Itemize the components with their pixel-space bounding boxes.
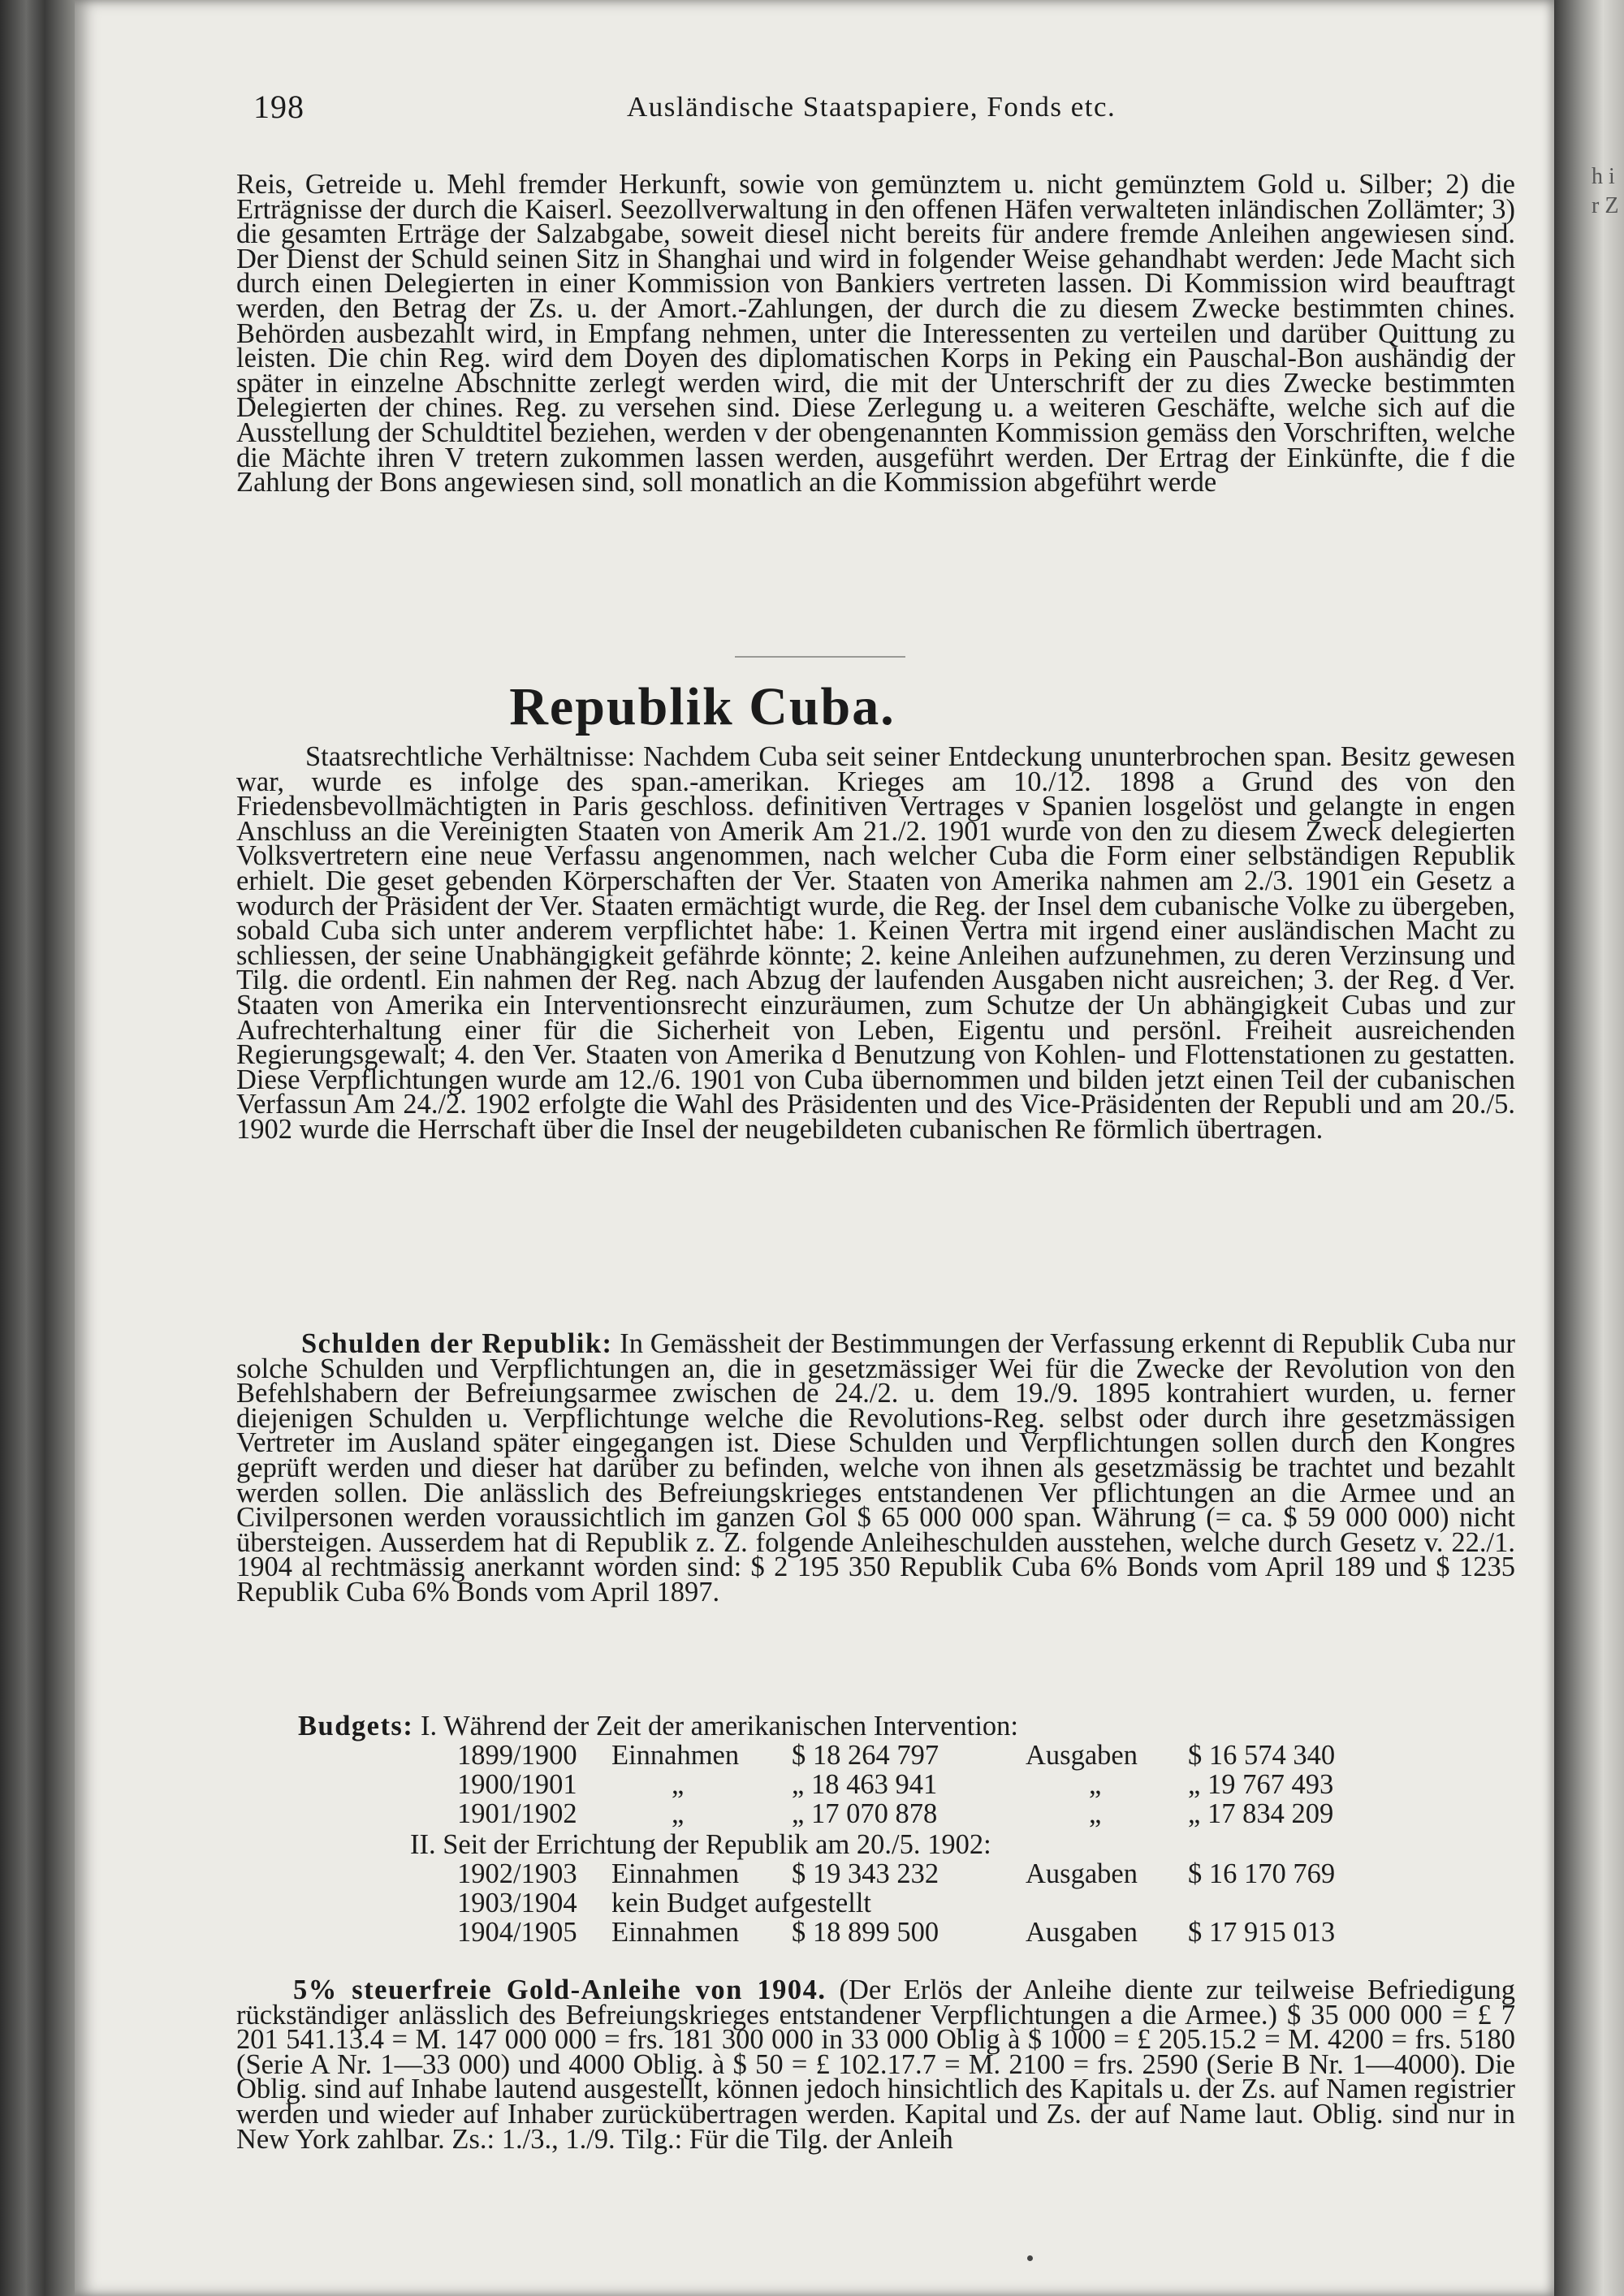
budget-income-label: Einnahmen xyxy=(611,1858,740,1889)
budget-expense-value: „ 17 834 209 xyxy=(1188,1798,1334,1829)
budget-income-value: $ 18 899 500 xyxy=(792,1917,939,1948)
staatsrecht-paragraph: Staatsrechtliche Verhältnisse: Nachdem Cuba seit seiner Entdeckung ununterbrochen span. Besitz gewesen war, wurde es infolge des span.-amerikan. Krieges am 10./12. 1898 a Grund des von den Friedensbevollmächtigten in Paris geschloss. definitiven Vertrages v Spanien losgelöst und gelangte in engen Anschluss an die Vereinigten Staaten von Amerik Am 21./2. 1901 wurde von den zu diesem Zweck delegierten Volksvertretern eine neue Verfassu angenommen, nach welcher Cuba die Form einer selbständigen Republik erhielt. Die geset gebenden Körperschaften der Ver. Staaten von Amerika nahmen am 2./3. 1901 ein Gesetz a wodurch der Präsident der Ver. Staaten ermächtigt wurde, die Reg. der Insel dem cubanische Volke zu übergeben, sobald Cuba sich unter anderem verpflichtet habe: 1. Keinen Vertra mit irgend einer ausländischen Macht zu schliessen, der seine Unabhängigkeit gefährde könnte; 2. keine Anleihen aufzunehmen, zu deren Verzinsung und Tilg. die ordentl. Ein nahmen der Reg. nach Abzug der laufenden Ausgaben nicht ausreichen; 3. der Reg. d Ver. Staaten von Amerika ein Interventionsrecht einzuräumen, zum Schutze der Un abhängigkeit Cubas und zur Aufrechterhaltung einer für die Sicherheit von Leben, Eigentu und persönl. Freiheit ausreichenden Regierungsgewalt; 4. den Ver. Staaten von Amerika d Benutzung von Kohlen- und Flottenstationen zu gestatten. Diese Verpflichtungen wurde am 12./6. 1901 von Cuba übernommen und bilden jetzt einen Teil der cubanischen Verfassun Am 24./2. 1902 erfolgte die Wahl des Präsidenten und des Vice-Präsidenten der Republi und am 20./5. 1902 wurde die Herrschaft über die Insel der neugebildeten cubanischen Re förmlich übertragen. xyxy=(236,741,1515,1145)
budget-expense-label: Ausgaben xyxy=(1026,1740,1138,1771)
budget-income-label: „ xyxy=(672,1769,685,1800)
budget-income-value: $ 19 343 232 xyxy=(792,1858,939,1889)
budget-expense-value: $ 17 915 013 xyxy=(1188,1917,1336,1948)
schulden-lead: Schulden der Republik: xyxy=(301,1328,613,1359)
budget-income-label: Einnahmen xyxy=(611,1740,740,1771)
budget-expense-value: $ 16 170 769 xyxy=(1188,1858,1336,1889)
budget-year: 1904/1905 xyxy=(457,1917,577,1948)
budget-income-value: „ 18 463 941 xyxy=(792,1769,938,1800)
budget-year: 1902/1903 xyxy=(457,1858,577,1889)
budget-income-value: „ 17 070 878 xyxy=(792,1798,938,1829)
budgets-heading-2: II. Seit der Errichtung der Republik am 20./5. 1902: xyxy=(410,1829,991,1860)
budget-expense-value: $ 16 574 340 xyxy=(1188,1740,1336,1771)
budget-expense-label: „ xyxy=(1089,1798,1102,1829)
budget-note: kein Budget aufgestellt xyxy=(611,1888,872,1918)
budget-year: 1901/1902 xyxy=(457,1798,577,1829)
running-head-title: Ausländische Staatspapiere, Fonds etc. xyxy=(627,91,1116,123)
section-title: Republik Cuba. xyxy=(509,677,896,736)
print-speck xyxy=(1027,2255,1033,2261)
budget-year: 1900/1901 xyxy=(457,1769,577,1800)
gold-anleihe-paragraph xyxy=(236,1974,1515,2155)
budget-income-value: $ 18 264 797 xyxy=(792,1740,939,1771)
budgets-heading-1-text: I. Während der Zeit der amerikanischen Intervention: xyxy=(413,1711,1018,1741)
section-divider xyxy=(735,656,905,658)
page-number: 198 xyxy=(253,88,304,125)
budgets-lead: Budgets: xyxy=(298,1711,414,1741)
schulden-paragraph xyxy=(236,1328,1515,1608)
budget-expense-label: Ausgaben xyxy=(1026,1917,1138,1948)
budget-income-label: Einnahmen xyxy=(611,1917,740,1948)
gold-anleihe-lead: 5% steuerfreie Gold-Anleihe von 1904. xyxy=(293,1974,827,2005)
budget-expense-label: „ xyxy=(1089,1769,1102,1800)
budget-expense-value: „ 19 767 493 xyxy=(1188,1769,1334,1800)
budget-expense-label: Ausgaben xyxy=(1026,1858,1138,1889)
running-head xyxy=(253,88,1528,128)
budgets-heading-1 xyxy=(298,1711,1018,1742)
budget-income-label: „ xyxy=(672,1798,685,1829)
intro-paragraph: Reis, Getreide u. Mehl fremder Herkunft, sowie von gemünztem u. nicht gemünztem Gold u. Silber; 2) die Erträgnisse der durch die Kaiserl. Seezollverwaltung in den offenen Häfen verwalteten inländischen Zollämter; 3) die gesamten Erträge der Salzabgabe, soweit diesel nicht bereits für andere fremde Anleihen angewiesen sind. Der Dienst der Schuld seinen Sitz in Shanghai und wird in folgender Weise gehandhabt werden: Jede Macht sich durch einen Delegierten in einer Kommission von Bankiers vertreten lassen. Di Kommission wird beauftragt werden, den Betrag der Zs. u. der Amort.-Zahlungen, der durch die zu diesem Zwecke bestimmten chines. Behörden ausbezahlt wird, in Empfang nehmen, unter die Interessenten zu verteilen und darüber Quittung zu leisten. Die chin Reg. wird dem Doyen des diplomatischen Korps in Peking ein Pauschal-Bon aushändig der später in einzelne Abschnitte zerlegt werden wird, die mit der Unterschrift der zu dies Zwecke bestimmten Delegierten der chines. Reg. zu versehen sind. Diese Zerlegung u. a weiteren Geschäfte, welche sich auf die Ausstellung der Schuldtitel beziehen, werden v der obengenannten Kommission gemäss den Vorschriften, welche die Mächte ihren V tretern zukommen lassen werden, ausgeführt werden. Der Ertrag der Einkünfte, die f die Zahlung der Bons angewiesen sind, soll monatlich an die Kommission abgeführt werde xyxy=(236,169,1515,498)
budget-year: 1899/1900 xyxy=(457,1740,577,1771)
next-page-edge-text: h i r Z xyxy=(1592,164,1619,218)
book-binding xyxy=(0,0,75,2296)
budget-year: 1903/1904 xyxy=(457,1888,577,1918)
schulden-text: In Gemässheit der Bestimmungen der Verfassung erkennt di Republik Cuba nur solche Schulden und Verpflichtungen an, die in gesetzmässiger Wei für die Zwecke der Revolution von den Befehlshabern der Befreiungsarmee zwischen de 24./2. u. dem 19./9. 1895 kontrahiert wurden, u. ferner diejenigen Schulden u. Verpflichtunge welche die Revolutions-Reg. selbst oder durch ihre gesetzmässigen Vertreter im Ausland später eingegangen ist. Diese Schulden und Verpflichtungen sollen durch den Kongres geprüft werden und dieser hat darüber zu befinden, welche von ihnen als gesetzmässig be trachtet und bezahlt werden sollen. Die anlässlich des Befreiungskrieges entstandenen Ver pflichtungen an die Armee und an Civilpersonen werden voraussichtlich im ganzen Gol $ 65 000 000 span. Währung (= ca. $ 59 000 000) nicht übersteigen. Ausserdem hat di Republik z. Z. folgende Anleiheschulden ausstehen, welche durch Gesetz v. 22./1. 1904 al rechtmässig anerkannt worden sind: $ 2 195 350 Republik Cuba 6% Bonds vom April 189 und $ 1235 Republik Cuba 6% Bonds vom April 1897. xyxy=(236,1328,1515,1608)
gold-anleihe-text: (Der Erlös der Anleihe diente zur teilweise Befriedigung rückständiger anlässlich des Befreiungskrieges entstandener Verpflichtungen a die Armee.) $ 35 000 000 = £ 7 201 541.13.4 = M. 147 000 000 = frs. 181 300 000 in 33 000 Oblig à $ 1000 = £ 205.15.2 = M. 4200 = frs. 5180 (Serie A Nr. 1—33 000) und 4000 Oblig. à $ 50 = £ 102.17.7 = M. 2100 = frs. 2590 (Serie B Nr. 1—4000). Die Oblig. sind auf Inhabe lautend ausgestellt, können jedoch hinsichtlich des Kapitals u. der Zs. auf Namen registrier werden und wieder auf Inhaber zurückübertragen werden. Kapital und Zs. der auf Name laut. Oblig. sind nur in New York zahlbar. Zs.: 1./3., 1./9. Tilg.: Für die Tilg. der Anleih xyxy=(236,1974,1515,2155)
